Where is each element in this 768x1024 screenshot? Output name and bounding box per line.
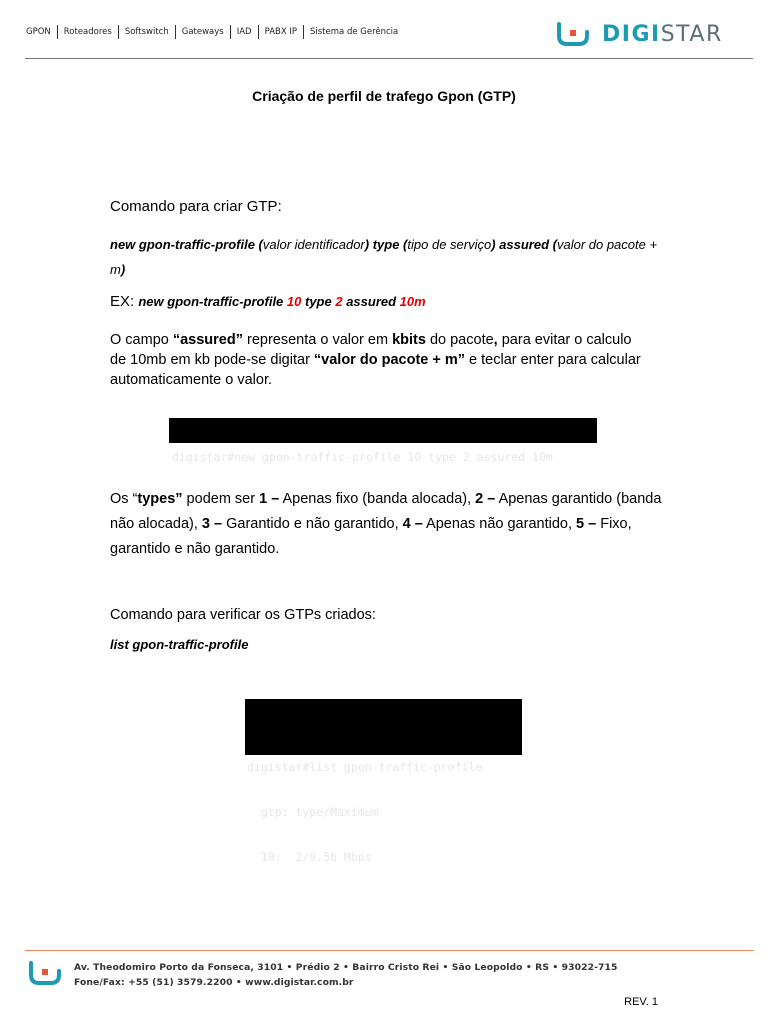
types-description: Os “types” podem ser 1 – Apenas fixo (banda alocada), 2 – Apenas garantido (banda não alocada), 3 – Garantido e não garantido, 4 – Apenas não garantido, 5 – Fixo, garantido e não garantido. bbox=[110, 491, 662, 557]
footer-address: Av. Theodomiro Porto da Fonseca, 3101 • Prédio 2 • Bairro Cristo Rei • São Leopoldo • RS • 93022-715 bbox=[74, 962, 618, 973]
create-gtp-syntax: new gpon-traffic-profile (valor identificador) type (tipo de serviço) assured (valor do pacote + m) bbox=[110, 237, 658, 277]
nav-item-roteadores[interactable]: Roteadores bbox=[58, 25, 119, 39]
nav-item-gateways[interactable]: Gateways bbox=[176, 25, 231, 39]
terminal-create-screenshot bbox=[169, 418, 597, 464]
terminal-line: digistar#new gpon-traffic-profile 10 type 2 assured 10m bbox=[172, 450, 553, 464]
nav-item-sistema-gerencia[interactable]: Sistema de Gerência bbox=[310, 27, 399, 37]
page-title: Criação de perfil de trafego Gpon (GTP) bbox=[252, 88, 516, 104]
footer-phone-web: Fone/Fax: +55 (51) 3579.2200 • www.digistar.com.br bbox=[74, 977, 354, 988]
nav-item-iad[interactable]: IAD bbox=[231, 25, 259, 39]
footer-contact bbox=[74, 960, 617, 990]
assured-description: O campo “assured” representa o valor em kbits do pacote, para evitar o calculo de 10mb em kb pode-se digitar “valor do pacote + m” e teclar enter para calcular automaticamente o valor. bbox=[110, 332, 641, 388]
verify-gtp-command: list gpon-traffic-profile bbox=[110, 637, 249, 652]
verify-gtp-intro: Comando para verificar os GTPs criados: bbox=[110, 607, 376, 623]
nav-item-softswitch[interactable]: Softswitch bbox=[119, 25, 176, 39]
terminal-list-screenshot bbox=[245, 699, 522, 864]
create-gtp-intro: Comando para criar GTP: bbox=[110, 198, 282, 215]
footer-divider bbox=[25, 950, 754, 951]
digistar-logo-icon bbox=[28, 960, 62, 991]
brand-name: DIGISTAR bbox=[602, 21, 723, 47]
nav-item-gpon[interactable]: GPON bbox=[26, 25, 58, 39]
revision-label: REV. 1 bbox=[624, 996, 658, 1008]
nav-item-pabx-ip[interactable]: PABX IP bbox=[259, 25, 304, 39]
create-gtp-example: EX: new gpon-traffic-profile 10 type 2 assured 10m bbox=[110, 293, 426, 310]
header-divider bbox=[25, 58, 753, 59]
brand-logo bbox=[556, 20, 723, 48]
digistar-logo-icon bbox=[556, 21, 590, 47]
terminal-line: 10: 2/9.56 Mbps bbox=[247, 850, 372, 864]
top-nav bbox=[26, 22, 404, 42]
terminal-line: gtp: type/Maximum bbox=[247, 805, 379, 819]
terminal-line: digistar#list gpon-traffic-profile bbox=[247, 760, 483, 774]
